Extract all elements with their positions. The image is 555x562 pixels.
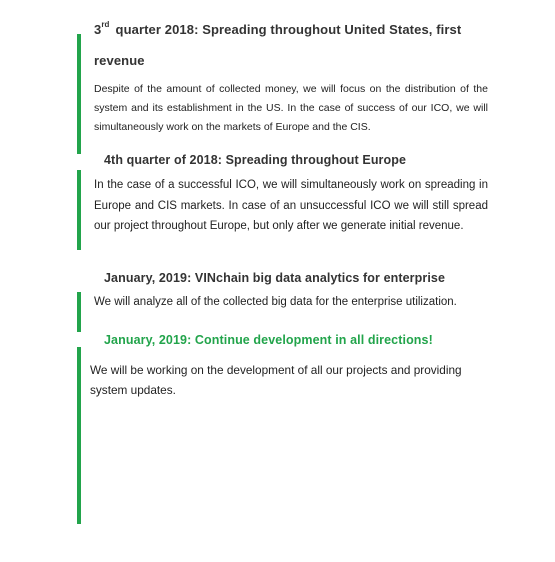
heading-text: quarter 2018: Spreading throughout United States, first bbox=[115, 22, 462, 37]
section-heading-q3-2018-continued: revenue bbox=[94, 53, 145, 68]
timeline-bar bbox=[77, 292, 81, 332]
heading-ordinal: 3 bbox=[94, 22, 102, 37]
timeline-bar bbox=[77, 347, 81, 524]
section-body-jan-2019-development: We will be working on the development of all our projects and providing system updates. bbox=[90, 363, 462, 397]
section-body-jan-2019-analytics: We will analyze all of the collected big data for the enterprise utilization. bbox=[94, 296, 457, 308]
section-body-q3-2018: Despite of the amount of collected money, we will focus on the distribution of the system and its establishment in the US. In the case of success of our ICO, we will simultaneously work on the markets of Europe and the CIS. bbox=[94, 83, 488, 133]
section-heading-q4-2018: 4th quarter of 2018: Spreading throughout Europe bbox=[104, 153, 407, 167]
section-heading-q3-2018 bbox=[94, 22, 461, 37]
section-heading-jan-2019-analytics: January, 2019: VINchain big data analytics for enterprise bbox=[104, 271, 446, 285]
heading-ordinal-suffix: rd bbox=[101, 20, 110, 29]
timeline-bar bbox=[77, 34, 81, 154]
section-heading-jan-2019-development: January, 2019: Continue development in all directions! bbox=[104, 333, 433, 347]
timeline-bar bbox=[77, 170, 81, 250]
section-body-q4-2018: In the case of a successful ICO, we will simultaneously work on spreading in Europe and CIS markets. In case of an unsuccessful ICO we will still spread our project throughout Europe, but only after we generate initial revenue. bbox=[94, 179, 488, 232]
